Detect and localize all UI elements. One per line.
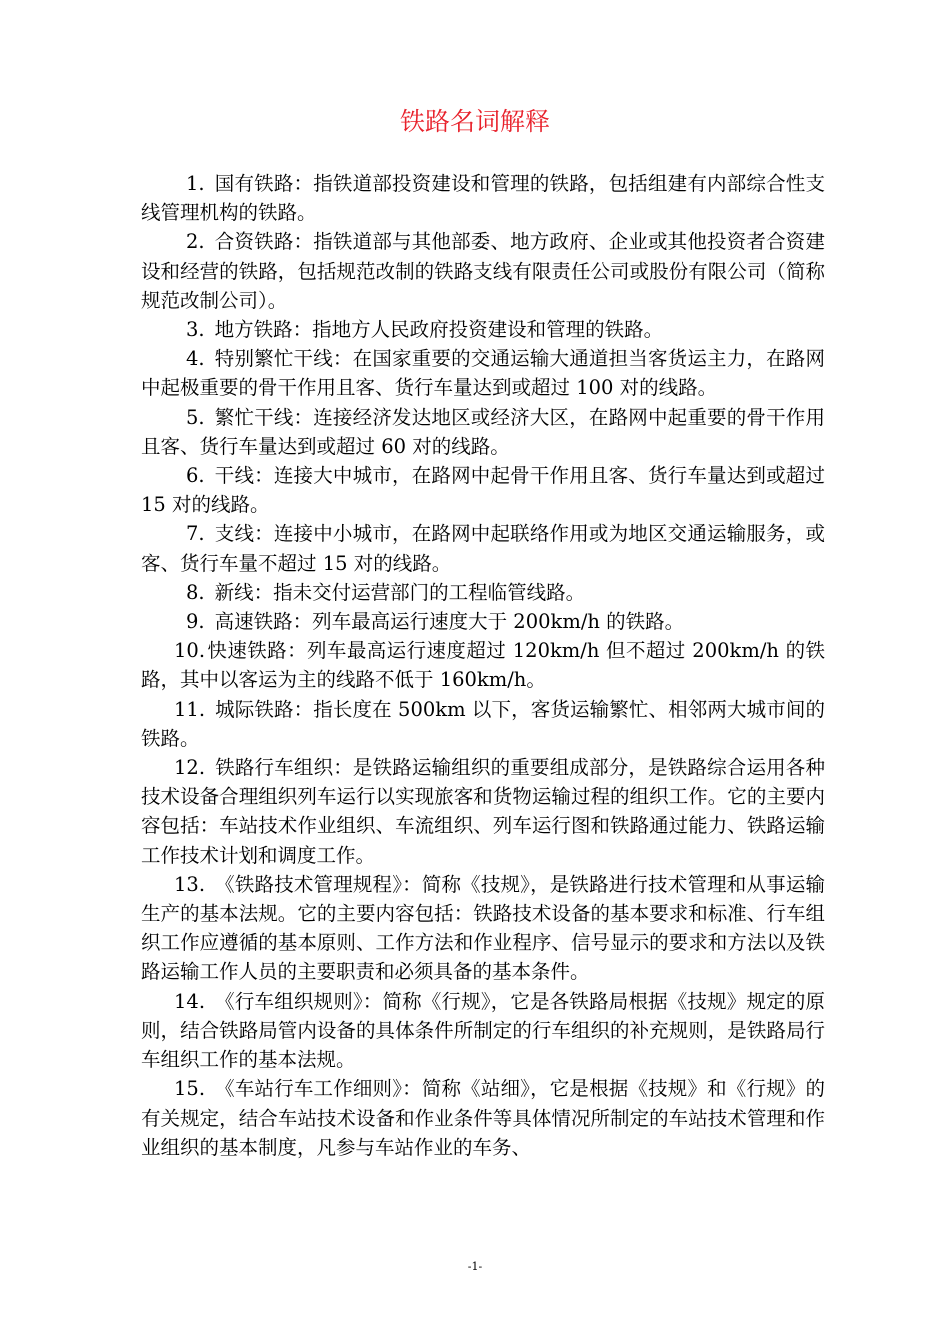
definition-item — [141, 636, 825, 694]
item-number: 9. — [186, 610, 205, 634]
item-text: 《行车组织规则》：简称《行规》，它是各铁路局根据《技规》规定的原则，结合铁路局管内设备的具体条件所制定的行车组织的补充规则，是铁路局行车组织工作的基本法规。 — [141, 989, 825, 1072]
definition-item — [141, 987, 825, 1075]
item-number: 11. — [174, 697, 206, 721]
item-number: 6. — [186, 464, 205, 488]
item-number: 8. — [186, 580, 205, 604]
item-number: 5. — [186, 405, 205, 429]
definition-item — [141, 169, 825, 227]
page-title: 铁路名词解释 — [399, 107, 550, 136]
definition-item — [141, 403, 825, 461]
item-text: 《车站行车工作细则》：简称《站细》，它是根据《技规》和《行规》的有关规定，结合车站技术设备和作业条件等具体情况所制定的车站技术管理和作业组织的基本制度，凡参与车站作业的车务、 — [141, 1077, 825, 1159]
item-number: 7. — [186, 522, 205, 546]
definition-item — [141, 753, 825, 870]
page-number: -1- — [467, 1260, 483, 1273]
item-number: 12. — [174, 756, 206, 780]
item-text: 繁忙干线：连接经济发达地区或经济大区，在路网中起重要的骨干作用且客、货行车量达到或超过 60 对的线路。 — [141, 405, 825, 458]
item-number: 10. — [174, 639, 206, 663]
item-text: 城际铁路：指长度在 500km 以下，客货运输繁忙、相邻两大城市间的铁路。 — [141, 697, 825, 750]
definition-item — [141, 227, 825, 315]
definition-item — [141, 870, 825, 987]
definition-item — [141, 344, 825, 402]
definition-item — [141, 461, 825, 519]
definition-item — [141, 519, 825, 577]
item-number: 1. — [186, 172, 205, 195]
item-text: 快速铁路：列车最高运行速度超过 120km/h 但不超过 200km/h 的铁路，其中以客运为主的线路不低于 160km/h。 — [141, 639, 825, 692]
item-text: 铁路行车组织：是铁路运输组织的重要组成部分，是铁路综合运用各种技术设备合理组织列车运行以实现旅客和货物运输过程的组织工作。它的主要内容包括：车站技术作业组织、车流组织、列车运行图和铁路通过能力、铁路运输工作技术计划和调度工作。 — [141, 756, 825, 867]
definition-list — [141, 169, 825, 1162]
item-number: 14. — [174, 989, 206, 1013]
item-text: 地方铁路：指地方人民政府投资建设和管理的铁路。 — [214, 318, 664, 342]
definition-item — [141, 1074, 825, 1162]
item-text: 新线：指未交付运营部门的工程临管线路。 — [214, 580, 586, 604]
definition-item — [141, 578, 825, 607]
definition-item — [141, 695, 825, 753]
item-text: 高速铁路：列车最高运行速度大于 200km/h 的铁路。 — [214, 610, 685, 634]
item-number: 4. — [186, 347, 205, 371]
item-text: 支线：连接中小城市，在路网中起联络作用或为地区交通运输服务，或客、货行车量不超过 15 对的线路。 — [141, 522, 825, 575]
item-text: 特别繁忙干线：在国家重要的交通运输大通道担当客货运主力，在路网中起极重要的骨干作用且客、货行车量达到或超过 100 对的线路。 — [141, 347, 825, 400]
definition-item — [141, 315, 825, 344]
item-number: 15. — [174, 1077, 206, 1101]
definition-item — [141, 607, 825, 636]
item-text: 干线：连接大中城市，在路网中起骨干作用且客、货行车量达到或超过 15 对的线路。 — [141, 464, 825, 517]
item-number: 3. — [186, 318, 205, 342]
item-text: 《铁路技术管理规程》：简称《技规》，是铁路进行技术管理和从事运输生产的基本法规。它的主要内容包括：铁路技术设备的基本要求和标准、行车组织工作应遵循的基本原则、工作方法和作业程序、信号显示的要求和方法以及铁路运输工作人员的主要职责和必须具备的基本条件。 — [141, 872, 825, 984]
item-number: 13. — [174, 872, 206, 896]
item-number: 2. — [186, 230, 205, 254]
item-text: 国有铁路：指铁道部投资建设和管理的铁路，包括组建有内部综合性支线管理机构的铁路。 — [141, 172, 825, 225]
item-text: 合资铁路：指铁道部与其他部委、地方政府、企业或其他投资者合资建设和经营的铁路，包括规范改制的铁路支线有限责任公司或股份有限公司（简称规范改制公司）。 — [141, 230, 825, 312]
